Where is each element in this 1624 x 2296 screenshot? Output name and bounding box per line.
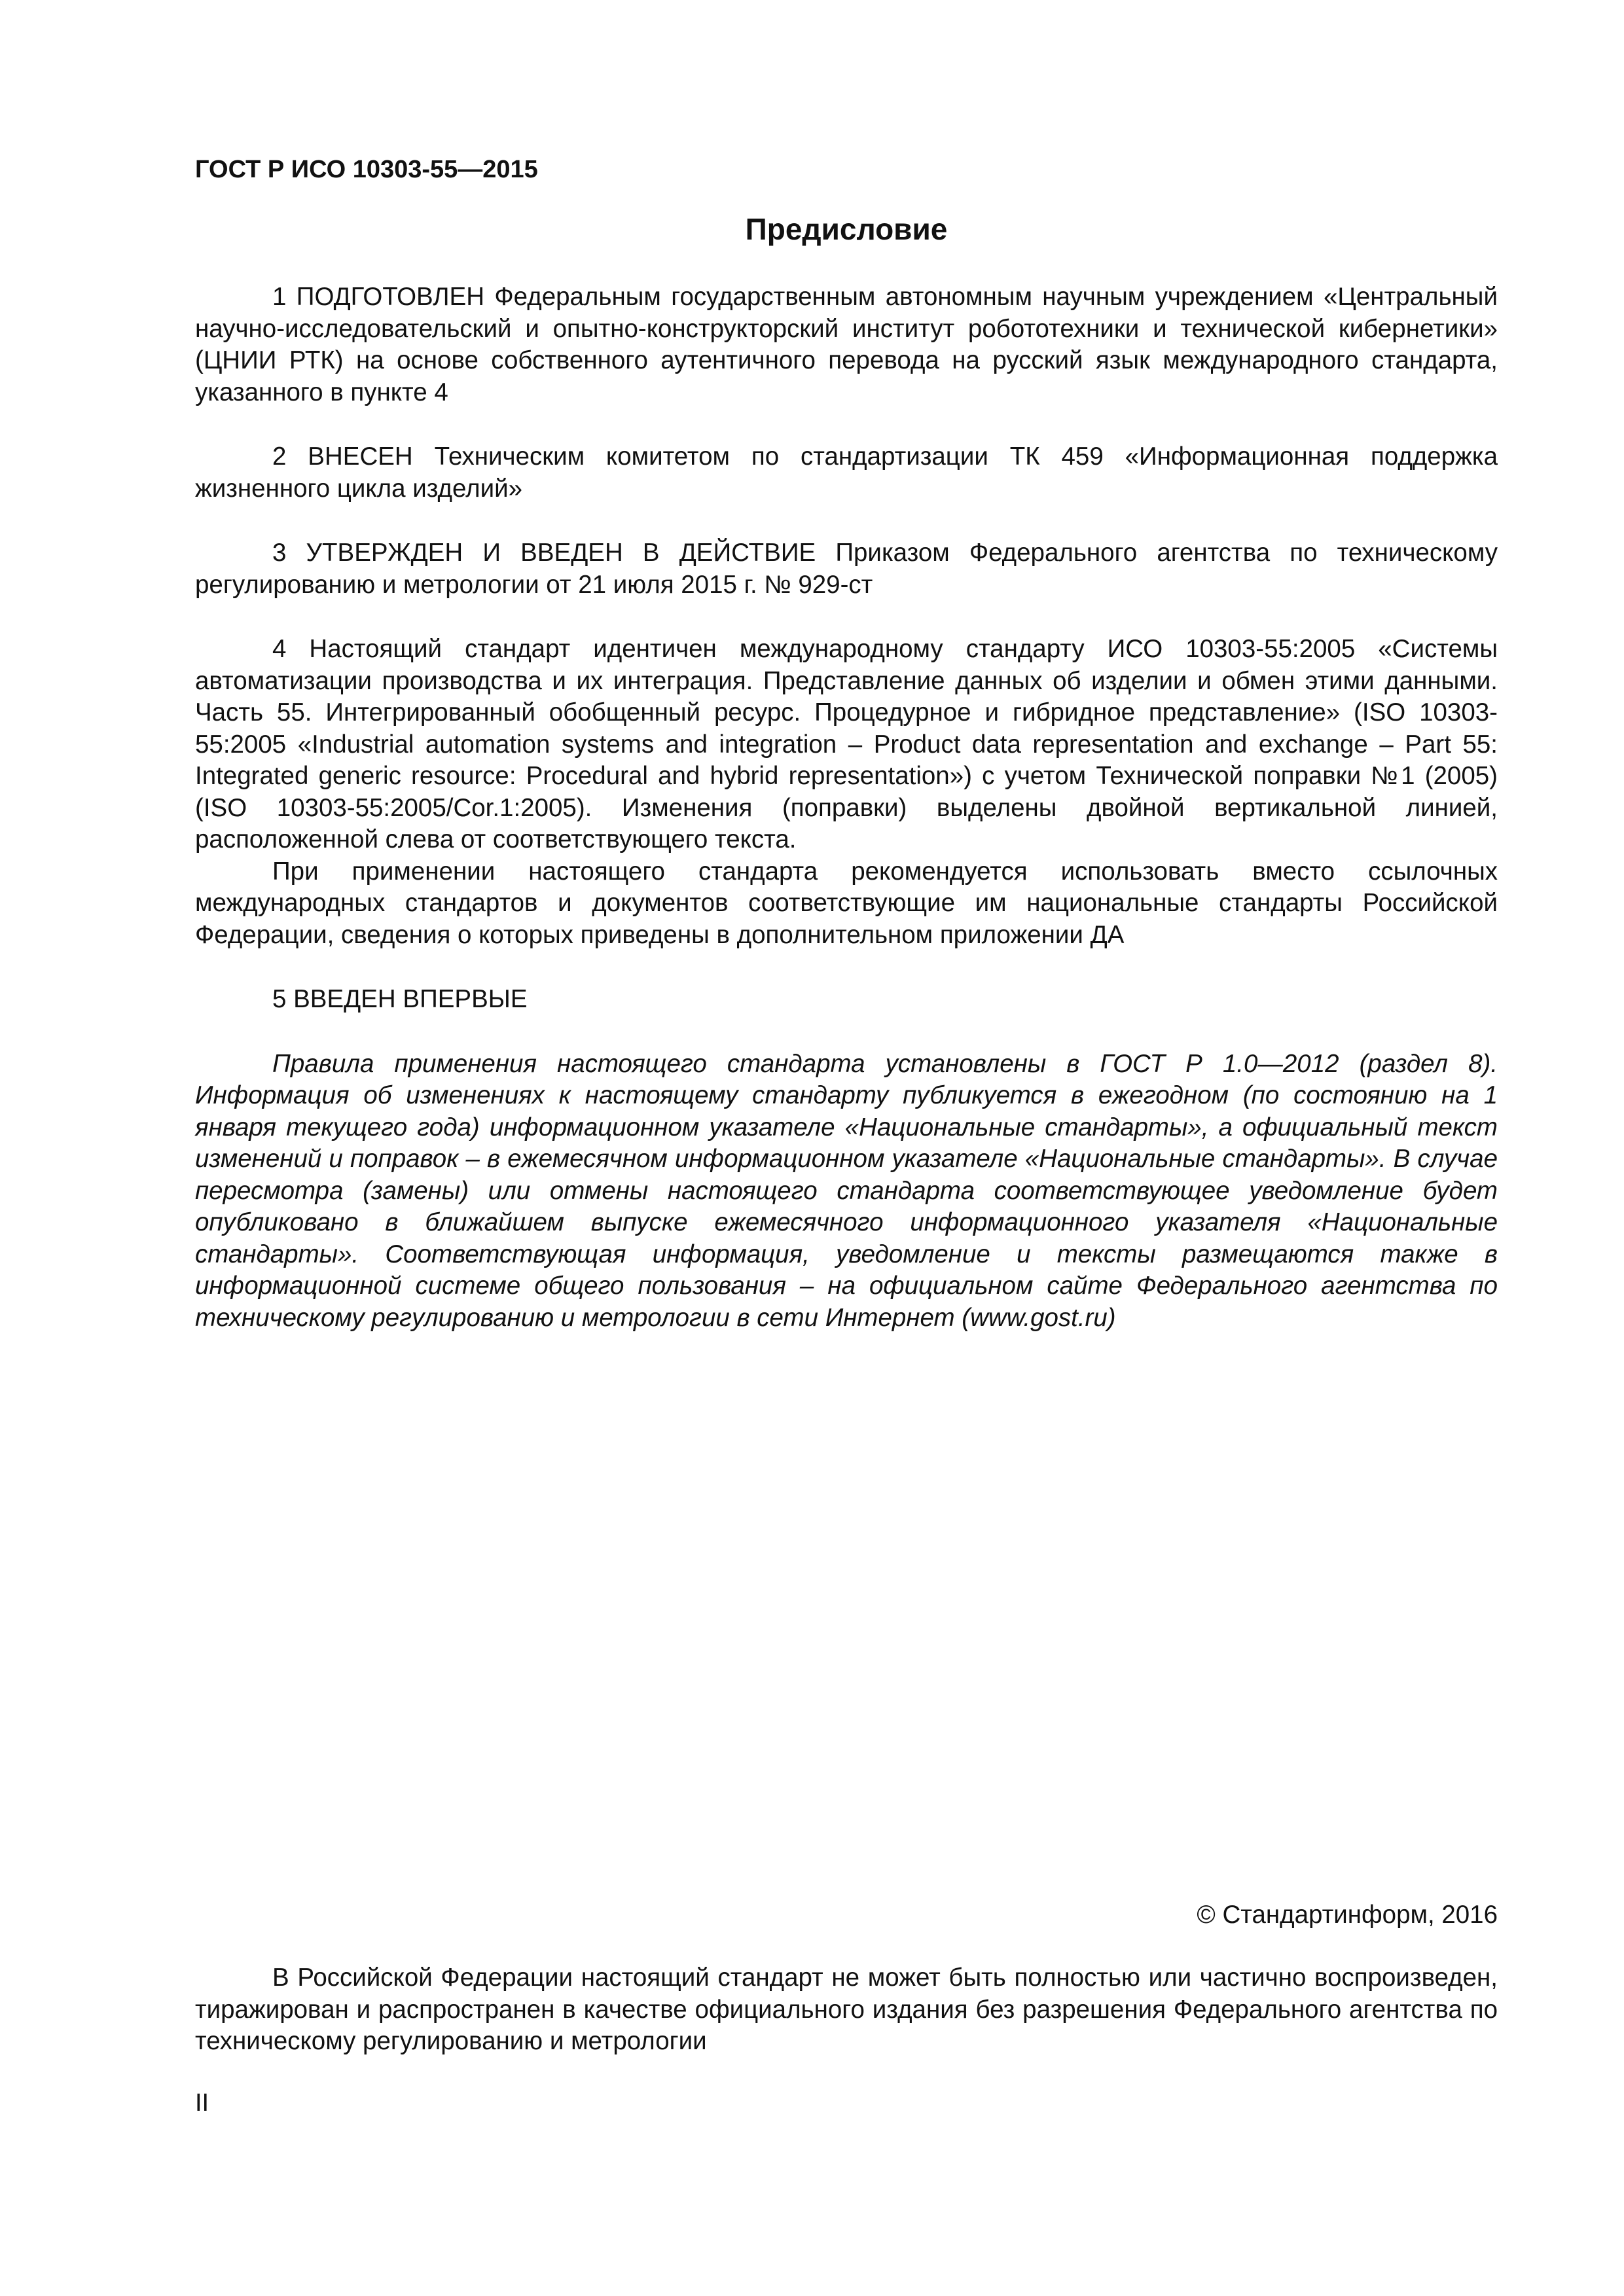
document-designation: ГОСТ Р ИСО 10303-55—2015 (195, 156, 538, 183)
paragraph-national-standards: При применении настоящего стандарта рекомендуется использовать вместо ссылочных международных стандартов и документов соответствующие им национальные стандарты Российской Федерации, сведения о которых приведены в дополнительном приложении ДА (195, 857, 1498, 949)
rights-notice: В Российской Федерации настоящий стандарт не может быть полностью или частично воспроизведен, тиражирован и распространен в качестве официального издания без разрешения Федерального агентства по техническому регулированию и метрологии (195, 1964, 1498, 2055)
foreword-body (195, 281, 1498, 1334)
paragraph-prepared: 1 ПОДГОТОВЛЕН Федеральным государственным автономным научным учреждением «Центральный научно-исследовательский и опытно-конструкторский институт робототехники и технической кибернетики» (ЦНИИ РТК) на основе собственного аутентичного перевода на русский язык международного стандарта, указанного в пункте 4 (195, 283, 1498, 406)
paragraph-approved: 3 УТВЕРЖДЕН И ВВЕДЕН В ДЕЙСТВИЕ Приказом Федерального агентства по техническому регулированию и метрологии от 21 июля 2015 г. № 929-ст (195, 539, 1498, 599)
paragraph-first-introduced: 5 ВВЕДЕН ВПЕРВЫЕ (272, 985, 528, 1013)
paragraph-introduced-by: 2 ВНЕСЕН Техническим комитетом по стандартизации ТК 459 «Информационная поддержка жизненного цикла изделий» (195, 442, 1498, 503)
page-title: Предисловие (745, 212, 948, 246)
paragraph-identical-standard: 4 Настоящий стандарт идентичен международному стандарту ИСО 10303-55:2005 «Системы автоматизации производства и их интеграция. Представление данных об изделии и обмен этими данными. Часть 55. Интегрированный обобщенный ресурс. Процедурное и гибридное представление» (ISO 10303-55:2005 «Industrial automation systems and integration – Product data representation and exchange – Part 55: Integrated generic resource: Procedural and hybrid representation») с учетом Технической поправки №1 (2005) (ISO 10303-55:2005/Cor.1:2005). Изменения (поправки) выделены двойной вертикальной линией, расположенной слева от соответствующего текста. (195, 635, 1498, 853)
page-number: II (195, 2089, 209, 2117)
paragraph-application-rules: Правила применения настоящего стандарта установлены в ГОСТ Р 1.0—2012 (раздел 8). Информация об изменениях к настоящему стандарту публикуется в ежегодном (по состоянию на 1 января текущего года) информационном указателе «Национальные стандарты», а официальный текст изменений и поправок – в ежемесячном информационном указателе «Национальные стандарты». В случае пересмотра (замены) или отмены настоящего стандарта соответствующее уведомление будет опубликовано в ближайшем выпуске ежемесячного информационного указателя «Национальные стандарты». Соответствующая информация, уведомление и тексты размещаются также в информационной системе общего пользования – на официальном сайте Федерального агентства по техническому регулированию и метрологии в сети Интернет (www.gost.ru) (195, 1049, 1498, 1332)
copyright-notice: © Стандартинформ, 2016 (1197, 1901, 1498, 1929)
